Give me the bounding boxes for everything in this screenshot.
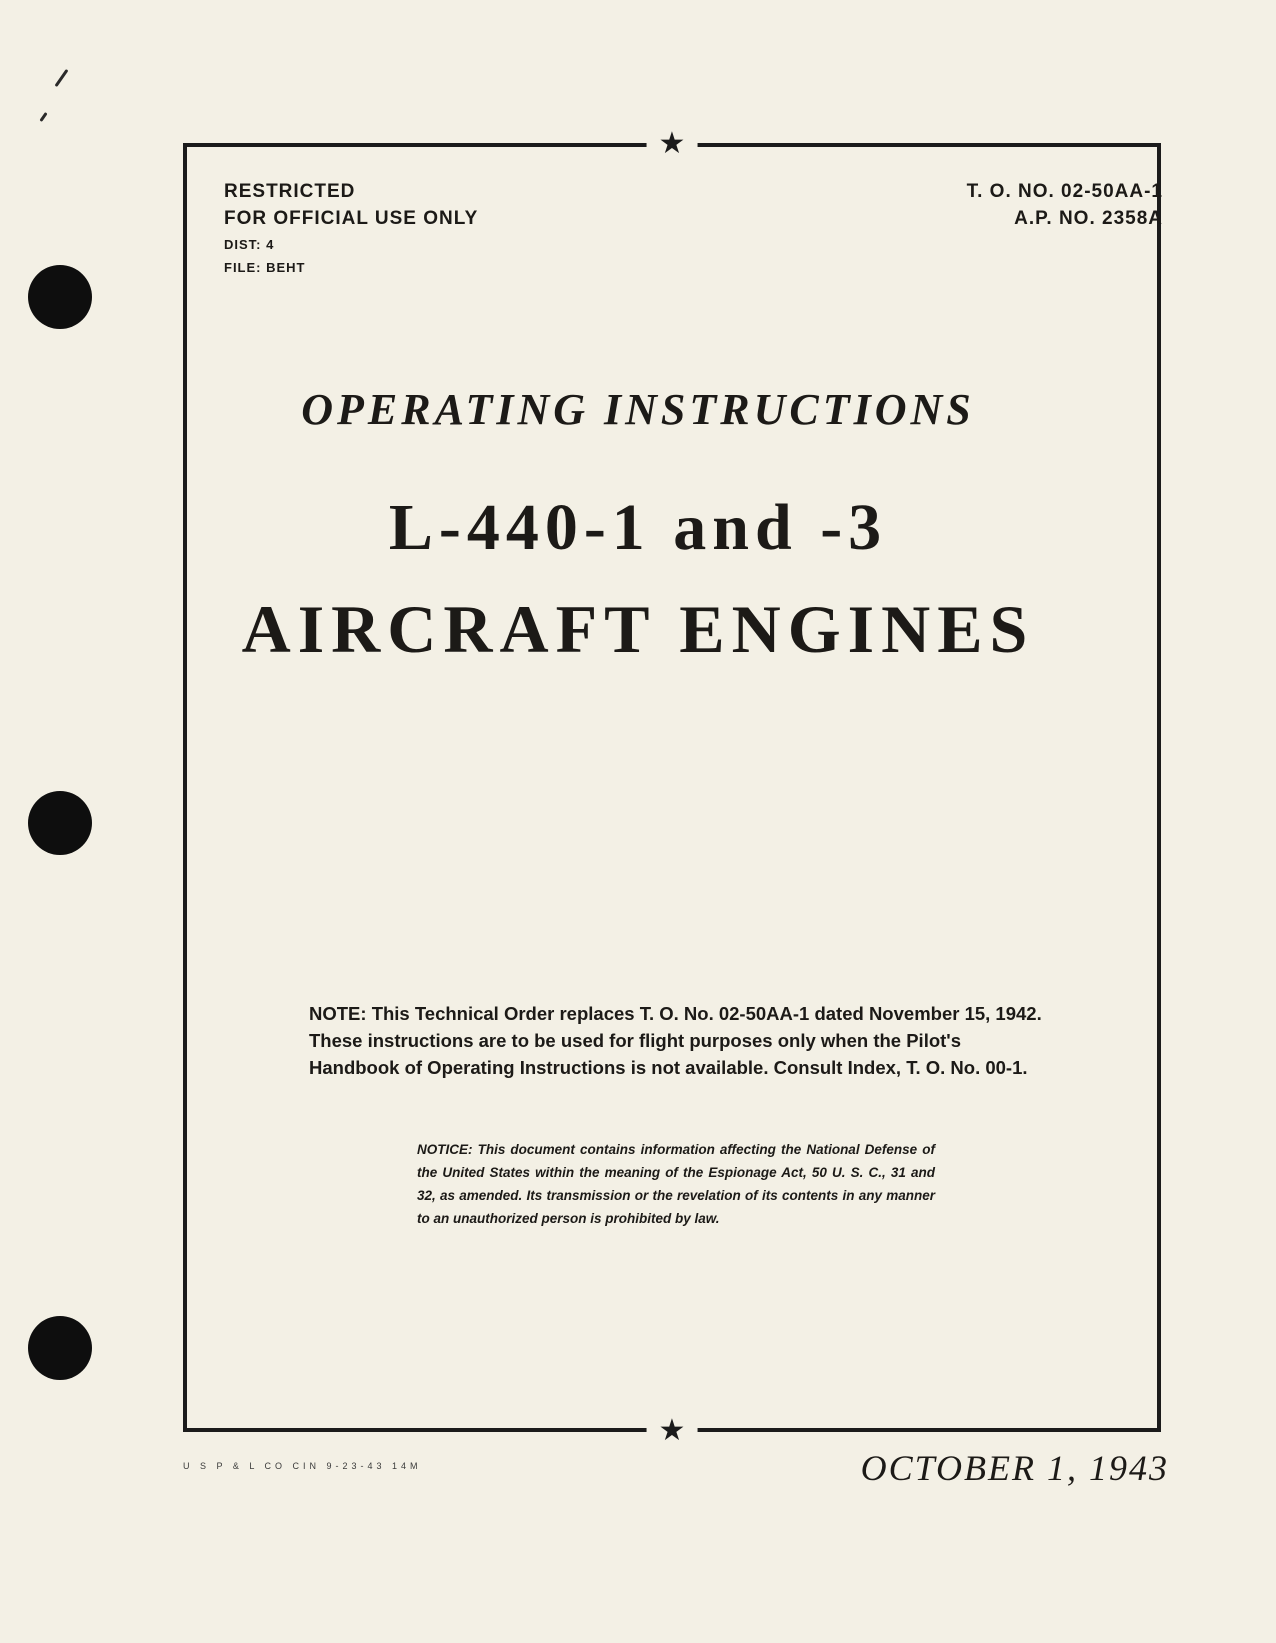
distribution-label: DIST: 4 <box>224 237 275 252</box>
header-classification-block <box>224 178 478 278</box>
file-label: FILE: BEHT <box>224 260 306 275</box>
star-ornament-top-icon: ★ <box>647 129 698 159</box>
document-title-line-3: AIRCRAFT ENGINES <box>241 591 1035 667</box>
printer-imprint: U S P & L CO CIN 9-23-43 14M <box>183 1461 422 1471</box>
use-restriction-label: FOR OFFICIAL USE ONLY <box>224 208 479 229</box>
page-border-frame <box>183 126 1161 1448</box>
header-order-numbers <box>967 178 1163 232</box>
espionage-act-notice: NOTICE: This document contains information affecting the National Defense of the United States within the meaning of the Espionage Act, 50 U. S. C., 31 and 32, as amended. Its transmission or the revelation of its contents in any manner to an unauthorized person is prohibited by law. <box>417 1142 935 1226</box>
air-publication-number: A.P. NO. 2358A <box>1014 208 1163 229</box>
paper-mark <box>39 112 47 122</box>
replacement-note: NOTE: This Technical Order replaces T. O. No. 02-50AA-1 dated November 15, 1942. These instructions are to be used for flight purposes only when the Pilot's Handbook of Operating Instructions is not available. Consult Index, T. O. No. 00-1. <box>309 1003 1042 1078</box>
binder-hole-middle <box>28 791 92 855</box>
binder-hole-bottom <box>28 1316 92 1380</box>
star-ornament-bottom-icon: ★ <box>647 1416 698 1446</box>
document-title-line-2: L-440-1 and -3 <box>388 491 888 564</box>
document-title-line-1: OPERATING INSTRUCTIONS <box>301 385 975 434</box>
paper-mark <box>55 69 69 87</box>
binder-hole-top <box>28 265 92 329</box>
technical-order-number: T. O. NO. 02-50AA-1 <box>966 181 1163 202</box>
publication-date: OCTOBER 1, 1943 <box>860 1448 1169 1488</box>
classification-label: RESTRICTED <box>224 181 356 202</box>
